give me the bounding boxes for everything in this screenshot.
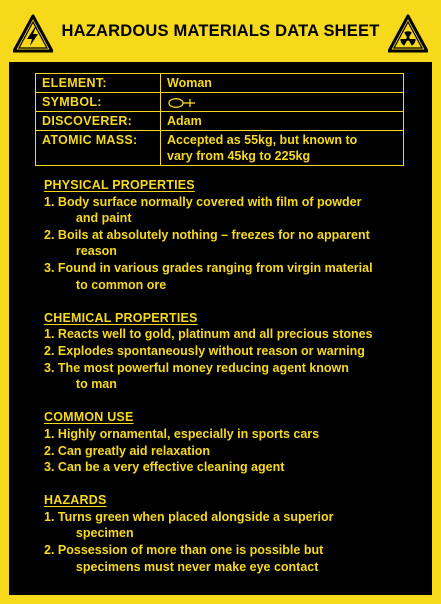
element-label: ELEMENT: [36, 74, 161, 93]
item-number: 2. [44, 227, 55, 242]
list-item [44, 360, 424, 393]
table-row [36, 93, 404, 112]
item-text: Can be a very effective cleaning agent [57, 460, 285, 475]
properties-content [44, 177, 424, 575]
item-text: The most powerful money reducing agent known [57, 360, 349, 375]
list-item [44, 509, 424, 542]
item-text-continued: and paint [75, 211, 132, 226]
item-text: Boils at absolutely nothing – freezes for no apparent [57, 227, 370, 242]
item-text-continued: to common ore [75, 277, 167, 292]
list-item [44, 326, 424, 343]
common-use-list [44, 426, 424, 476]
item-text-continued: specimens must never make eye contact [75, 559, 319, 574]
section-title: CHEMICAL PROPERTIES [44, 310, 198, 325]
physical-properties-section [44, 177, 424, 293]
item-text: Possession of more than one is possible but [57, 543, 324, 558]
atomic-mass-value [161, 131, 404, 166]
item-text-continued: specimen [75, 526, 134, 541]
item-text: Highly ornamental, especially in sports cars [57, 426, 320, 441]
item-text: Found in various grades ranging from virgin material [57, 260, 373, 275]
header-bar [9, 9, 432, 59]
item-text: Explodes spontaneously without reason or warning [57, 343, 365, 358]
item-number: 1. [44, 426, 55, 441]
table-row [36, 74, 404, 93]
item-number: 3. [44, 360, 55, 375]
item-text-continued: reason [75, 244, 117, 259]
female-symbol-icon [167, 97, 197, 109]
atomic-mass-line: Accepted as 55kg, but known to [167, 133, 358, 147]
radiation-hazard-icon [388, 14, 428, 54]
list-item [44, 542, 424, 575]
element-info-table [35, 73, 404, 166]
table-row [36, 112, 404, 131]
chemical-properties-section [44, 310, 424, 393]
item-number: 1. [44, 509, 55, 524]
physical-properties-list [44, 194, 424, 294]
common-use-section [44, 409, 424, 475]
electrical-hazard-icon [13, 14, 53, 54]
table-row [36, 131, 404, 166]
section-title: COMMON USE [44, 410, 134, 425]
section-title: HAZARDS [44, 493, 107, 508]
discoverer-value: Adam [161, 112, 404, 131]
symbol-label: SYMBOL: [36, 93, 161, 112]
discoverer-label: DISCOVERER: [36, 112, 161, 131]
item-text: Body surface normally covered with film of powder [57, 194, 362, 209]
chemical-properties-list [44, 326, 424, 392]
item-text-continued: to man [75, 377, 117, 392]
item-text: Turns green when placed alongside a superior [57, 509, 334, 524]
item-number: 3. [44, 260, 55, 275]
symbol-value [161, 93, 404, 112]
list-item [44, 343, 424, 360]
hazards-section [44, 492, 424, 575]
list-item [44, 443, 424, 460]
page-title: HAZARDOUS MATERIALS DATA SHEET [61, 22, 380, 40]
section-title: PHYSICAL PROPERTIES [44, 178, 195, 192]
item-number: 1. [44, 327, 55, 342]
item-number: 2. [44, 443, 55, 458]
list-item [44, 426, 424, 443]
list-item [44, 459, 424, 476]
hazards-list [44, 509, 424, 575]
list-item [44, 260, 424, 293]
element-value: Woman [161, 74, 404, 93]
item-number: 1. [44, 194, 55, 209]
item-number: 2. [44, 343, 55, 358]
item-text: Reacts well to gold, platinum and all precious stones [57, 327, 373, 342]
list-item [44, 227, 424, 260]
atomic-mass-label: ATOMIC MASS: [36, 131, 161, 166]
item-number: 3. [44, 460, 55, 475]
list-item [44, 194, 424, 227]
item-number: 2. [44, 543, 55, 558]
item-text: Can greatly aid relaxation [57, 443, 211, 458]
data-panel [9, 62, 432, 595]
atomic-mass-line: vary from 45kg to 225kg [167, 149, 311, 163]
